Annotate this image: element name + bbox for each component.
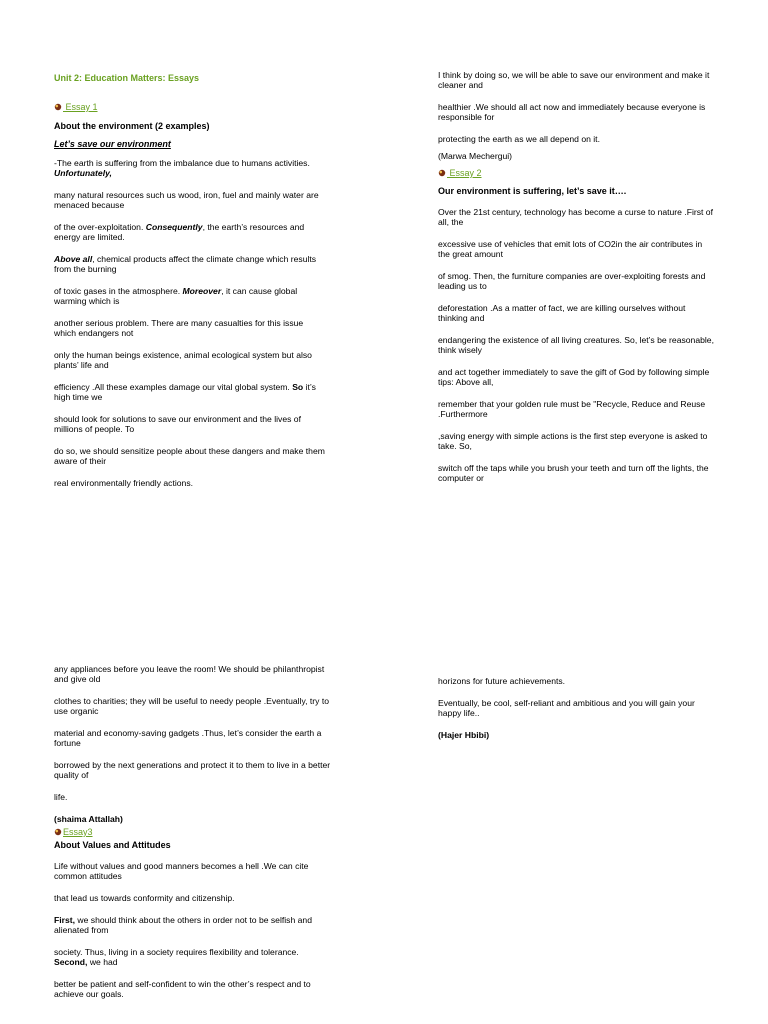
essay3-link[interactable]: Essay3	[63, 827, 93, 837]
text-run: society. Thus, living in a society requires flexibility and tolerance.	[54, 947, 299, 957]
page1-left-column	[54, 73, 326, 500]
essay1-paragraph	[54, 158, 326, 178]
text-run-bold: Second,	[54, 957, 88, 967]
essay1-paragraph	[54, 254, 326, 274]
essay1-paragraph: real environmentally friendly actions.	[54, 478, 193, 488]
essay2-link[interactable]: Essay 2	[447, 168, 482, 178]
essay3-paragraph	[54, 947, 332, 967]
essay1-paragraph	[54, 222, 326, 242]
essay3-heading: About Values and Attitudes	[54, 840, 171, 850]
text-run-emphasis: Consequently	[145, 222, 203, 232]
text-run: efficiency .All these examples damage our vital global system.	[54, 382, 293, 392]
essay1-paragraph: I think by doing so, we will be able to save our environment and make it cleaner and	[438, 70, 710, 90]
essay1-label-line	[54, 102, 326, 112]
essay2-paragraph: material and economy-saving gadgets .Thus, let’s consider the earth a fortune	[54, 728, 322, 748]
text-run-emphasis: Moreover	[182, 286, 222, 296]
essay1-author: (Marwa Mechergui)	[438, 151, 513, 161]
essay2-paragraph: excessive use of vehicles that emit lots of CO2in the air contributes in the great amount	[438, 239, 703, 259]
essay3-paragraph: Eventually, be cool, self-reliant and ambitious and you will gain your happy life..	[438, 698, 695, 718]
essay3-paragraph: that lead us towards conformity and citizenship.	[54, 893, 235, 903]
essay1-paragraph: another serious problem. There are many casualties for this issue which endangers not	[54, 318, 304, 338]
text-run: -The earth is suffering from the imbalance due to humans activities.	[54, 158, 310, 168]
essay2-label-line	[438, 168, 716, 178]
text-run: , it can cause global warming which is	[54, 286, 298, 306]
essay3-paragraph	[54, 915, 332, 935]
essay1-paragraph	[54, 382, 326, 402]
page2-left-column	[54, 664, 332, 1011]
essay1-paragraph: should look for solutions to save our environment and the lives of millions of people. To	[54, 414, 301, 434]
text-run-emphasis: Unfortunately,	[54, 168, 112, 178]
essay2-paragraph: clothes to charities; they will be useful to needy people .Eventually, try to use organic	[54, 696, 329, 716]
text-run: we should think about the others in order not to be selfish and alienated from	[54, 915, 312, 935]
essay2-paragraph: switch off the taps while you brush your teeth and turn off the lights, the computer or	[438, 463, 709, 483]
essay1-heading: About the environment (2 examples)	[54, 121, 210, 131]
text-run-bold: First,	[54, 915, 76, 925]
essay2-paragraph: Over the 21st century, technology has become a curse to nature .First of all, the	[438, 207, 713, 227]
unit-title: Unit 2: Education Matters: Essays	[54, 73, 200, 83]
page2-right-column	[438, 676, 716, 740]
essay-bullet-icon	[54, 103, 62, 111]
text-run: we had	[87, 957, 118, 967]
text-run: of toxic gases in the atmosphere.	[54, 286, 183, 296]
essay3-label-line	[54, 827, 332, 837]
essay1-paragraph: do so, we should sensitize people about these dangers and make them aware of their	[54, 446, 325, 466]
essay2-paragraph: ,saving energy with simple actions is the first step everyone is asked to take. So,	[438, 431, 708, 451]
essay2-paragraph: and act together immediately to save the gift of God by following simple tips: Above all,	[438, 367, 710, 387]
essay2-paragraph: any appliances before you leave the room! We should be philanthropist and give old	[54, 664, 325, 684]
essay3-paragraph: Life without values and good manners becomes a hell .We can cite common attitudes	[54, 861, 309, 881]
essay1-paragraph	[54, 286, 326, 306]
essay-bullet-icon	[54, 828, 62, 836]
page1-right-column	[438, 70, 716, 495]
essay3-author: (Hajer Hbibi)	[438, 730, 490, 740]
text-run-bold: So	[292, 382, 304, 392]
essay2-paragraph: deforestation .As a matter of fact, we are killing ourselves without thinking and	[438, 303, 686, 323]
text-run: , the earth’s resources and energy are limited.	[54, 222, 305, 242]
essay1-paragraph: many natural resources such us wood, iron, fuel and mainly water are menaced because	[54, 190, 319, 210]
essay2-paragraph: endangering the existence of all living creatures. So, let’s be reasonable, think wisely	[438, 335, 714, 355]
essay2-paragraph: remember that your golden rule must be "Recycle, Reduce and Reuse .Furthermore	[438, 399, 706, 419]
essay1-paragraph: only the human beings existence, animal ecological system but also plants’ life and	[54, 350, 312, 370]
essay1-subheading: Let’s save our environment	[54, 139, 171, 149]
essay3-paragraph: better be patient and self-confident to win the other’s respect and to achieve our goals.	[54, 979, 311, 999]
essay2-author: (shaima Attallah)	[54, 814, 123, 824]
essay2-paragraph: life.	[54, 792, 68, 802]
essay2-heading: Our environment is suffering, let’s save it….	[438, 186, 627, 196]
essay1-paragraph: healthier .We should all act now and immediately because everyone is responsible for	[438, 102, 706, 122]
essay-bullet-icon	[438, 169, 446, 177]
text-run: of the over-exploitation.	[54, 222, 146, 232]
essay1-paragraph: protecting the earth as we all depend on it.	[438, 134, 600, 144]
text-run: it’s high time we	[54, 382, 316, 402]
text-run-emphasis: Above all	[54, 254, 93, 264]
essay3-paragraph: horizons for future achievements.	[438, 676, 566, 686]
essay1-link[interactable]: Essay 1	[63, 102, 98, 112]
essay2-paragraph: borrowed by the next generations and protect it to them to live in a better quality of	[54, 760, 331, 780]
text-run: , chemical products affect the climate change which results from the burning	[54, 254, 317, 274]
essay2-paragraph: of smog. Then, the furniture companies are over-exploiting forests and leading us to	[438, 271, 706, 291]
